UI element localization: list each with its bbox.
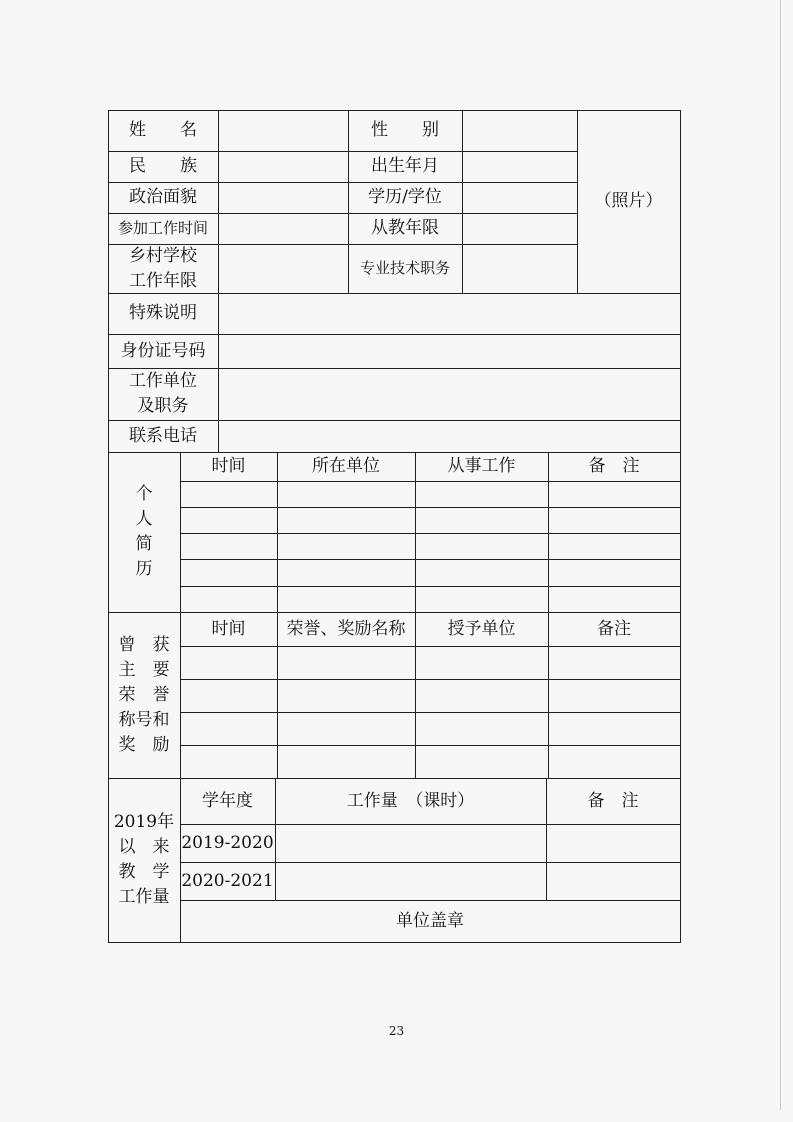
label-title: 专业技术职务	[359, 259, 450, 277]
rule	[180, 679, 680, 680]
label-political: 政治面貌	[129, 187, 197, 207]
resume-header-time: 时间	[211, 456, 246, 476]
label-phone: 联系电话	[129, 425, 197, 446]
resume-header-note: 备 注	[588, 456, 640, 476]
resume-header-work: 从事工作	[447, 456, 516, 476]
rule	[180, 507, 680, 508]
workload-year-1: 2019-2020	[181, 832, 274, 853]
rule	[462, 110, 463, 294]
workload-header-year: 学年度	[202, 790, 253, 811]
honors-header-grantor: 授予单位	[447, 618, 516, 639]
honors-header-name: 荣誉、奖励名称	[286, 618, 406, 639]
resume-header-unit: 所在单位	[312, 456, 380, 476]
rule	[180, 646, 680, 647]
label-rural-years: 乡村学校 工作年限	[129, 245, 197, 291]
label-birth: 出生年月	[371, 156, 439, 176]
rule	[680, 110, 681, 943]
label-teaching-years: 从教年限	[371, 218, 439, 238]
page-edge	[780, 0, 781, 1110]
workload-header-hours: 工作量 （课时）	[346, 790, 475, 811]
honors-header-note: 备注	[597, 618, 631, 639]
label-id-number: 身份证号码	[120, 340, 206, 361]
rule	[180, 533, 680, 534]
workload-header-note: 备 注	[587, 790, 639, 811]
label-ethnicity: 民 族	[129, 156, 197, 176]
rule	[180, 559, 680, 560]
rule	[218, 110, 219, 453]
workload-year-2: 2020-2021	[181, 870, 274, 891]
workload-label: 2019年 以 来 教 学 工作量	[113, 812, 175, 907]
resume-label: 个 人 简 历	[135, 484, 153, 579]
honors-label: 曾 获 主 要 荣 誉 称号和 奖 励	[118, 634, 170, 755]
page-number: 23	[388, 1024, 405, 1038]
label-work-start: 参加工作时间	[117, 219, 208, 237]
rule	[180, 481, 680, 482]
photo-placeholder: （照片）	[594, 191, 663, 211]
rule	[180, 712, 680, 713]
rule	[180, 745, 680, 746]
rule	[108, 942, 680, 943]
label-special: 特殊说明	[129, 303, 197, 323]
label-name: 姓 名	[129, 120, 197, 140]
rule	[180, 586, 680, 587]
label-gender: 性 别	[371, 120, 439, 140]
unit-stamp: 单位盖章	[396, 910, 464, 931]
label-workplace: 工作单位 及职务	[129, 371, 197, 416]
label-education: 学历/学位	[368, 187, 442, 207]
honors-header-time: 时间	[211, 618, 246, 639]
